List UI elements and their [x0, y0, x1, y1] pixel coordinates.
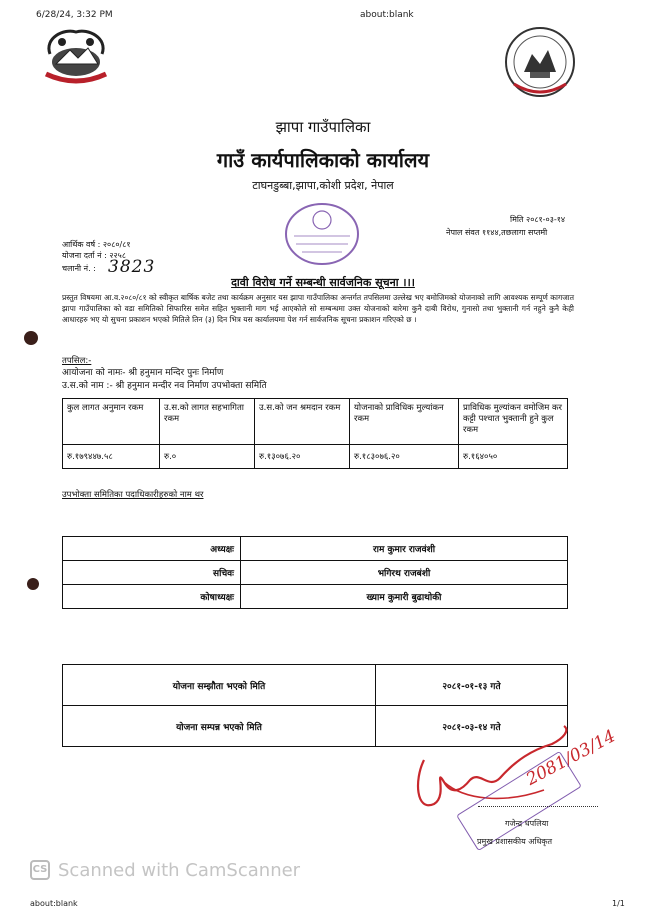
punch-hole-bottom: [27, 578, 39, 590]
print-datetime: 6/28/24, 3:32 PM: [36, 10, 113, 20]
plan-date-value: २०८१-०१-१३ गते: [376, 665, 568, 706]
officials-heading: उपभोक्ता समितिका पदाधिकारीहरुको नाम थर: [62, 490, 204, 500]
print-page-title: about:blank: [360, 10, 414, 20]
dispatch-number: 3823: [108, 257, 156, 277]
cost-header-cell: उ.स.को जन श्रमदान रकम: [255, 399, 350, 445]
cost-header-cell: उ.स.को लागत सहभागिता रकम: [160, 399, 255, 445]
official-role: सचिवः: [63, 561, 241, 585]
cost-table-header-row: [63, 399, 568, 445]
official-seal: [280, 198, 364, 270]
plan-date-value: २०८१-०३-१४ गते: [376, 706, 568, 747]
official-name: ख्याम कुमारी बुढाथोकी: [241, 585, 568, 609]
notice-title: दावी विरोध गर्ने सम्बन्धी सार्वजनिक सूचना ।।।: [231, 276, 415, 289]
dispatch-label: चलानी नं. :: [62, 264, 96, 273]
punch-hole-top: [24, 331, 38, 345]
office-name: गाउँ कार्यपालिकाको कार्यालय: [216, 148, 430, 172]
plan-date-label: योजना सम्झौता भएको मिति: [63, 665, 376, 706]
notice-body: प्रस्तुत विषयमा आ.व.२०८०/८१ को स्वीकृत बार्षिक बजेट तथा कार्यक्रम अनुसार यस झापा गाउँपालिका अन्तर्गत तपसिलमा उल्लेख भए बमोजिमको योजनाको लागि आवश्यक सम्पूर्ण कागजात झापा गाउँपालिका को वडा समितिको सिफारिस समेत सहित भुक्तानी माग भई आएकोले सो सम्बन्धमा उक्त योजनाको बारेमा कुनै दाबी विरोध, गुनासो तथा भुक्तानी गर्न नहुने कुनै केही आधारहरु भए यो सुचना प्रकाशन भएको मितिले तिन (३) दिन भित्र यस कार्यालयमा पेश गर्न सार्वजनिक सूचना प्रकाशन गरिएको छ ।: [62, 293, 574, 324]
plan-date-row: [63, 665, 568, 706]
camscanner-watermark: Scanned with CamScanner: [58, 860, 301, 881]
office-address: टाघनडुब्बा,झापा,कोशी प्रदेश, नेपाल: [252, 179, 394, 192]
signatory-name: गजेन्द्र धपलिया: [505, 819, 549, 828]
official-role: कोषाध्यक्षः: [63, 585, 241, 609]
nepal-samvat-date: नेपाल संवत ११४४,तछलागा सप्तमी: [446, 228, 548, 237]
signature-line: [478, 806, 598, 807]
official-name: भगिरथ राजबंशी: [241, 561, 568, 585]
cost-value-cell: रु.०: [160, 445, 255, 469]
nepal-emblem-logo: [36, 24, 116, 96]
print-page-count: 1/1: [612, 899, 625, 908]
cost-header-cell: योजनाको प्राविधिक मुल्यांकन रकम: [350, 399, 459, 445]
details-heading: तपसिल:-: [62, 356, 92, 366]
official-row: [63, 561, 568, 585]
plan-registration-number: योजना दर्ता नं : २२५८: [62, 251, 126, 260]
cost-value-cell: रु.१३०७६.२०: [255, 445, 350, 469]
official-row: [63, 537, 568, 561]
print-footer-url: about:blank: [30, 899, 78, 908]
signatory-title: प्रमुख प्रशासकीय अधिकृत: [477, 837, 553, 846]
cost-value-cell: रु.१८३०७६.२०: [350, 445, 459, 469]
municipality-logo: [500, 24, 580, 102]
official-name: राम कुमार राजवंशी: [241, 537, 568, 561]
official-row: [63, 585, 568, 609]
official-role: अध्यक्षः: [63, 537, 241, 561]
cost-table-value-row: [63, 445, 568, 469]
cost-table: [62, 398, 568, 469]
municipality-name: झापा गाउँपालिका: [275, 118, 371, 136]
committee-name: उ.स.को नाम :- श्री हनुमान मन्दीर नव निर्माण उपभोक्ता समिति: [62, 381, 267, 391]
cost-header-cell: प्राविधिक मुल्यांकन वमोजिम कर कट्टी पश्चात भुक्तानी हुने कुल रकम: [459, 399, 568, 445]
camscanner-logo-icon: CS: [30, 860, 50, 880]
cost-header-cell: कुल लागत अनुमान रकम: [63, 399, 160, 445]
officials-table: [62, 536, 568, 609]
fiscal-year: आर्थिक वर्ष : २०८०/८१: [62, 240, 131, 249]
plan-date-label: योजना सम्पन्न भएको मिति: [63, 706, 376, 747]
handwritten-date: 2081/03/14: [523, 726, 619, 790]
document-date: मिति २०८१-०३-१४: [510, 215, 566, 224]
cost-value-cell: रु.१७९४४७.५८: [63, 445, 160, 469]
project-name: आयोजना को नामः- श्री हनुमान मन्दिर पुनः निर्माण: [62, 368, 224, 378]
cost-value-cell: रु.१६४०५०: [459, 445, 568, 469]
